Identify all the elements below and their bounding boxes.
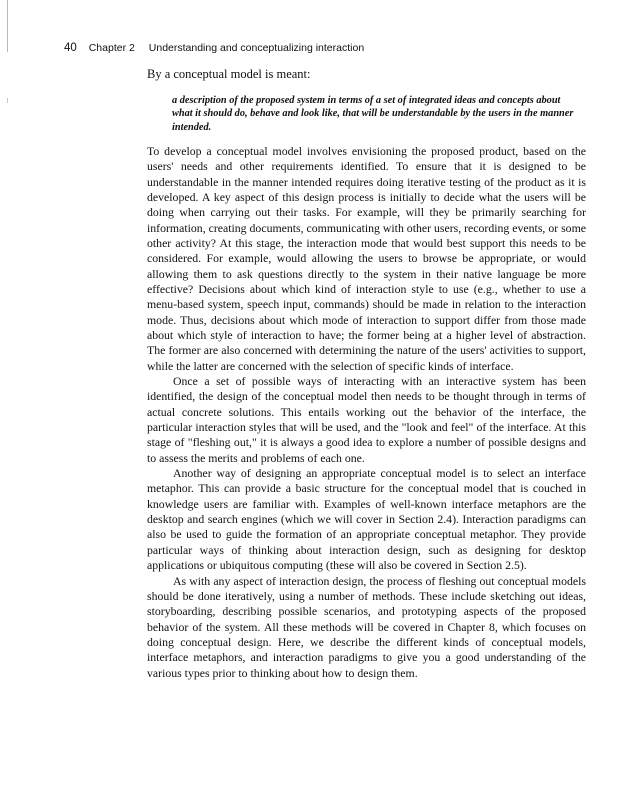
page-body: [147, 67, 586, 681]
scan-margin-line: [7, 0, 8, 52]
running-header: [64, 42, 364, 54]
scan-margin-tick: [7, 98, 8, 103]
page-number: 40: [64, 42, 77, 54]
paragraph-3: Another way of designing an appropriate conceptual model is to select an interface metaphor. This can provide a basic structure for the conceptual model that is couched in knowledge users are familiar with. Examples of well-known interface metaphors are the desktop and search engines (which we will cover in Section 2.4). Interaction paradigms can also be used to guide the formation of an appropriate conceptual metaphor. They provide particular ways of thinking about interaction design, such as designing for desktop applications or ubiquitous computing (these will also be covered in Section 2.5).: [147, 466, 586, 573]
paragraph-1: To develop a conceptual model involves envisioning the proposed product, based on the users' needs and other requirements identified. To ensure that it is designed to be understandable in the manner intended requires doing iterative testing of the product as it is developed. A key aspect of this design process is initially to decide what the users will be doing when carrying out their tasks. For example, will they be primarily searching for information, creating documents, communicating with other users, recording events, or some other activity? At this stage, the interaction mode that would best support this needs to be considered. For example, would allowing the users to browse be appropriate, or would allowing them to ask questions directly to the system in their native language be more effective? Decisions about which kind of interaction style to use (e.g., whether to use a menu-based system, speech input, commands) should be made in relation to the interaction mode. Thus, decisions about which mode of interaction to support differ from those made about which style of interaction to have; the former being at a higher level of abstraction. The former are also concerned with determining the nature of the users' activities to support, while the latter are concerned with the selection of specific kinds of interface.: [147, 143, 586, 373]
paragraph-2: Once a set of possible ways of interacting with an interactive system has been identified, the design of the conceptual model then needs to be thought through in terms of actual concrete solutions. This entails working out the behavior of the interface, the particular interaction styles that will be used, and the "look and feel" of the interface. At this stage of "fleshing out," it is always a good idea to explore a number of possible designs and to assess the merits and problems of each one.: [147, 374, 586, 465]
definition-intro: By a conceptual model is meant:: [147, 67, 311, 81]
conceptual-model-definition: a description of the proposed system in terms of a set of integrated ideas and concepts about what it should do, behave and look like, that will be understandable by the users in the manner intended.: [172, 95, 574, 133]
chapter-label: Chapter 2: [88, 42, 135, 54]
chapter-title: Understanding and conceptualizing interaction: [148, 42, 365, 54]
paragraph-4: As with any aspect of interaction design, the process of fleshing out conceptual models should be done iteratively, using a number of methods. These include sketching out ideas, storyboarding, describing possible scenarios, and prototyping aspects of the proposed behavior of the system. All these methods will be covered in Chapter 8, which focuses on doing conceptual design. Here, we describe the different kinds of conceptual models, interface metaphors, and interaction paradigms to give you a good understanding of the various types prior to thinking about how to design them.: [147, 573, 586, 680]
